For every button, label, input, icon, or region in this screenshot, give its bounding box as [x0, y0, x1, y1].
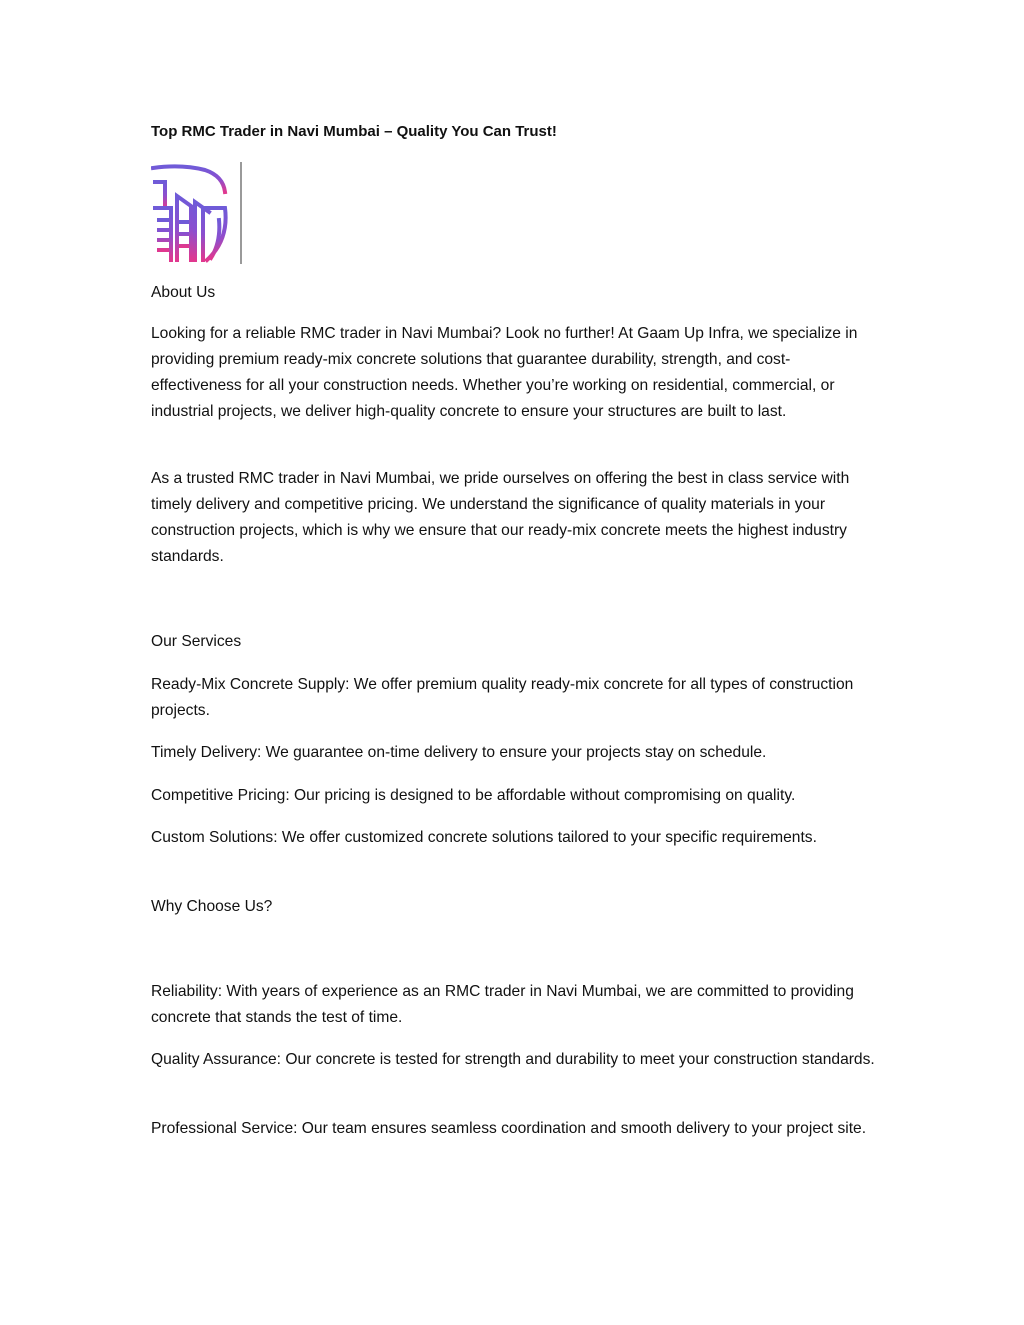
company-logo: [151, 162, 243, 264]
gaam-up-infra-logo-icon: [151, 162, 243, 264]
about-paragraph-1: Looking for a reliable RMC trader in Navi Mumbai? Look no further! At Gaam Up Infra, we specialize in providing premium ready-mix concrete solutions that guarantee durability, strength, and cost-effectiveness for all your construction needs. Whether you’re working on residential, commercial, or industrial projects, we deliver high-quality concrete to ensure your structures are built to last.: [151, 325, 858, 420]
why-heading: Why Choose Us?: [151, 898, 273, 915]
service-item: Custom Solutions: We offer customized concrete solutions tailored to your specific requirements.: [151, 829, 817, 846]
service-item: Ready-Mix Concrete Supply: We offer premium quality ready-mix concrete for all types of construction projects.: [151, 676, 854, 719]
about-paragraph-2: As a trusted RMC trader in Navi Mumbai, we pride ourselves on offering the best in class service with timely delivery and competitive pricing. We understand the significance of quality materials in your construction projects, which is why we ensure that our ready-mix concrete meets the highest industry standards.: [151, 470, 850, 565]
about-heading: About Us: [151, 284, 216, 301]
document-title: Top RMC Trader in Navi Mumbai – Quality You Can Trust!: [151, 123, 557, 140]
reason-item: Reliability: With years of experience as an RMC trader in Navi Mumbai, we are committed to providing concrete that stands the test of time.: [151, 983, 854, 1026]
service-item: Competitive Pricing: Our pricing is designed to be affordable without compromising on quality.: [151, 787, 796, 804]
services-heading: Our Services: [151, 633, 242, 650]
reason-item: Quality Assurance: Our concrete is tested for strength and durability to meet your construction standards.: [151, 1051, 875, 1068]
reason-item: Professional Service: Our team ensures seamless coordination and smooth delivery to your project site.: [151, 1120, 867, 1137]
service-item: Timely Delivery: We guarantee on-time delivery to ensure your projects stay on schedule.: [151, 744, 767, 761]
